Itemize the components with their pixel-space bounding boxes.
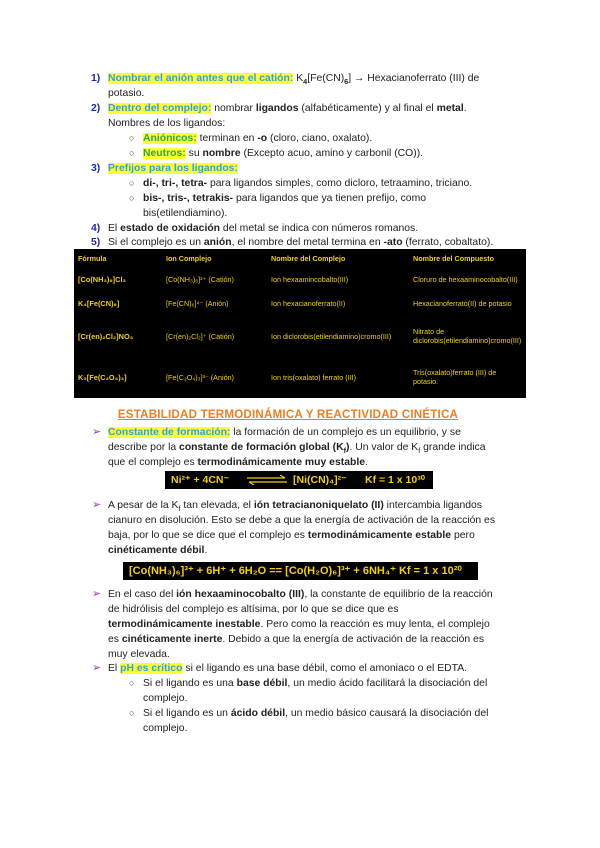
p4-item-base-line2: complejo.: [143, 693, 188, 704]
rule-1: [108, 71, 479, 86]
rule-4: [108, 221, 418, 236]
table-row: [74, 267, 526, 291]
cell-ion: [Cr(en)₂Cl₂]⁺ (Catión): [166, 331, 235, 341]
p4-line1: [108, 661, 467, 676]
cell-formula: [Co(NH₃)₆]Cl₃: [78, 274, 126, 284]
t: . Un valor de K: [349, 442, 419, 453]
cell-formula: [Cr(en)₂Cl₂]NO₃: [78, 331, 134, 341]
eq1-constant: Kf = 1 x 10³⁰: [365, 474, 425, 486]
t: pero: [451, 530, 475, 541]
complex-naming-table: [74, 249, 526, 398]
cell-compound-name: Hexacianoferrato(II) de potasio: [413, 298, 512, 308]
circle-bullet-icon: ○: [129, 148, 135, 158]
sub: 6: [344, 77, 349, 87]
rule-2-line2: Nombres de los ligandos:: [108, 118, 226, 129]
sub: f: [343, 446, 347, 456]
t: El: [108, 223, 121, 234]
prefix-simple: [143, 176, 472, 191]
p3-line5: muy elevada.: [108, 649, 170, 660]
t: di-, tri-, tetra-: [143, 178, 208, 189]
cell-compound-name: Tris(oxalato)ferrato (III) de potasio.: [413, 368, 497, 387]
p3-line4: [108, 632, 484, 647]
circle-bullet-icon: ○: [129, 193, 135, 203]
equation-nickel: [165, 471, 433, 489]
rule-3-highlight: Prefijos para los ligandos:: [108, 163, 238, 174]
p2-line2: cianuro en disolución. Esto se debe a que la energía de activación de la reacción es: [108, 515, 496, 526]
t: A pesar de la K: [108, 500, 179, 511]
p1-line1: [108, 425, 461, 440]
circle-bullet-icon: ○: [129, 678, 135, 688]
t: termodinámicamente muy estable: [197, 457, 365, 468]
t: la formación de un complejo es un equilibrio, y se: [230, 427, 461, 438]
list-number-5: 5): [91, 237, 101, 248]
sub: f: [418, 446, 421, 456]
t: para ligandos simples, como dicloro, tetraamino, triciano.: [207, 178, 473, 189]
t: El: [108, 663, 121, 674]
list-number-1: 1): [91, 73, 101, 84]
t: nombre: [202, 148, 241, 159]
t: estado de oxidación: [120, 223, 221, 234]
equation-cobalt: [123, 562, 478, 580]
t: su: [185, 148, 203, 159]
t: baja, por lo que se dice que el complejo es: [108, 530, 308, 541]
t: termodinámicamente estable: [307, 530, 452, 541]
arrowhead-bullet-icon: ➢: [92, 499, 102, 511]
eq1-product: [Ni(CN)₄]²⁻: [293, 474, 347, 486]
header-complex-name: Nombre del Complejo: [271, 253, 346, 263]
list-number-3: 3): [91, 163, 101, 174]
t: para ligandos que ya tienen prefijo, como: [233, 193, 427, 204]
t: , un medio básico causará la disociación del: [285, 708, 489, 719]
ligand-neutral: [143, 146, 423, 161]
t: Constante de formación:: [108, 427, 231, 438]
t: tan elevada, el: [180, 500, 254, 511]
t: ión tetracianoniquelato (II): [253, 500, 384, 511]
t: (cloro, ciano, oxalato).: [267, 133, 373, 144]
t: que el complejo es: [108, 457, 198, 468]
rule-1-formula: [Fe(CN): [307, 73, 345, 84]
t: (ferrato, cobaltato).: [402, 237, 494, 248]
rule-3: [108, 161, 238, 176]
rule-1-line2: potasio.: [108, 88, 145, 99]
t: Aniónicos:: [143, 133, 197, 144]
t: si el ligando es una base débil, como el amoniaco o el EDTA.: [182, 663, 468, 674]
prefix-complex-line2: bis(etilendiamino).: [143, 208, 228, 219]
t: .: [463, 103, 467, 114]
t: grande indica: [420, 442, 486, 453]
rule-1-text-end: ] → Hexacianoferrato (III) de: [348, 73, 480, 84]
list-number-2: 2): [91, 103, 101, 114]
t: ): [346, 442, 350, 453]
t: nombrar: [211, 103, 256, 114]
p4-item-base: [143, 676, 487, 691]
p3-line1: [108, 587, 493, 602]
table-row: [74, 291, 526, 315]
t: Si el ligando es un: [143, 708, 231, 719]
p1-line2: [108, 440, 486, 455]
section-title: ESTABILIDAD TERMODINÁMICA Y REACTIVIDAD CINÉTICA: [117, 408, 459, 421]
t: , un medio ácido facilitará la disociación del: [287, 678, 488, 689]
t: constante de formación global (K: [179, 442, 344, 453]
cell-compound-name: Cloruro de hexaaminocobalto(III): [413, 274, 518, 284]
p2-line4: [108, 543, 207, 558]
t: cinéticamente débil: [108, 545, 205, 556]
sub: 4: [303, 77, 308, 87]
rule-5: [108, 235, 493, 250]
t: Neutros:: [143, 148, 186, 159]
cell-ion: [Fe(CN)₆]⁴⁻ (Anión): [166, 298, 229, 308]
t: -o: [257, 133, 268, 144]
t: es: [108, 634, 122, 645]
arrowhead-bullet-icon: ➢: [92, 426, 102, 438]
p1-line3: [108, 455, 368, 470]
p3-line2: de hidrólisis del complejo es altísima, por lo que se dice que es: [108, 604, 399, 615]
circle-bullet-icon: ○: [129, 708, 135, 718]
prefix-complex: [143, 191, 426, 206]
cell-complex-name: Ion hexaamincobalto(III): [271, 274, 349, 284]
sub: f: [178, 504, 181, 514]
cell-compound-name: Nitrato de diclorobis(etilendiamino)cromo(III): [413, 327, 522, 346]
table-header-row: [74, 249, 526, 267]
rule-2: [108, 101, 467, 116]
t: . Debido a que la energía de activación de la reacción es: [222, 634, 485, 645]
cell-ion: [Co(NH₃)₆]³⁺ (Catión): [166, 274, 234, 284]
t: terminan en: [196, 133, 258, 144]
t: base débil: [236, 678, 288, 689]
t: del metal se indica con números romanos.: [220, 223, 419, 234]
header-ion: Ion Complejo: [166, 253, 212, 263]
t: (Excepto acuo, amino y carbonil (CO)).: [240, 148, 424, 159]
arrowhead-bullet-icon: ➢: [92, 662, 102, 674]
t: pH es crítico: [120, 663, 183, 674]
t: En el caso del: [108, 589, 177, 600]
circle-bullet-icon: ○: [129, 133, 135, 143]
cell-formula: K₃[Fe(C₂O₄)₃]: [78, 372, 127, 382]
cell-complex-name: Ion diclorobis(etilendiamino)cromo(III): [271, 331, 392, 341]
ligand-anionic: [143, 131, 372, 146]
cell-complex-name: Ion tris(oxalato) ferrato (III): [271, 372, 357, 382]
t: (alfabéticamente) y al final el: [298, 103, 437, 114]
eq2-text: [Co(NH₃)₆]³⁺ + 6H⁺ + 6H₂O == [Co(H₂O)₆]³⁺ + 6NH₄⁺ Kf = 1 x 10²⁰: [129, 565, 462, 577]
t: metal: [436, 103, 464, 114]
header-formula: Fórmula: [78, 253, 107, 263]
circle-bullet-icon: ○: [129, 178, 135, 188]
list-number-4: 4): [91, 223, 101, 234]
p2-line3: [108, 528, 475, 543]
arrowhead-bullet-icon: ➢: [92, 588, 102, 600]
t: .: [365, 457, 368, 468]
t: cinéticamente inerte: [121, 634, 223, 645]
p3-line3: [108, 617, 490, 632]
eq1-reactants: Ni²⁺ + 4CN⁻: [171, 474, 230, 486]
rule-2-highlight: Dentro del complejo:: [108, 103, 212, 114]
t: describe por la: [108, 442, 180, 453]
table-row: [74, 357, 526, 398]
t: . Pero como la reacción es muy lenta, el complejo: [260, 619, 490, 630]
t: ión hexaaminocobalto (III): [176, 589, 305, 600]
cell-complex-name: Ion hexacianoferrato(II): [271, 298, 346, 308]
table-row: [74, 316, 526, 357]
t: Si el complejo es un: [108, 237, 204, 248]
p4-item-acid-line2: complejo.: [143, 723, 188, 734]
t: , la constante de equilibrio de la reacción: [304, 589, 493, 600]
p4-item-acid: [143, 706, 488, 721]
t: .: [204, 545, 208, 556]
t: , el nombre del metal termina en: [231, 237, 384, 248]
t: anión: [203, 237, 232, 248]
t: ligandos: [255, 103, 299, 114]
rule-1-highlight: Nombrar el anión antes que el catión:: [108, 73, 294, 84]
t: Si el ligando es una: [143, 678, 237, 689]
t: -ato: [383, 237, 403, 248]
p2-line1: [108, 498, 482, 513]
cell-formula: K₄[Fe(CN)₆]: [78, 298, 120, 308]
t: intercambia ligandos: [383, 500, 482, 511]
cell-ion: [Fe(C₂O₄)₃]³⁻ (Anión): [166, 372, 234, 382]
equilibrium-arrow-icon: [247, 475, 287, 485]
rule-1-text: K: [293, 73, 304, 84]
t: bis-, tris-, tetrakis-: [143, 193, 234, 204]
header-compound-name: Nombre del Compuesto: [413, 253, 495, 263]
t: termodinámicamente inestable: [108, 619, 261, 630]
t: ácido débil: [230, 708, 286, 719]
